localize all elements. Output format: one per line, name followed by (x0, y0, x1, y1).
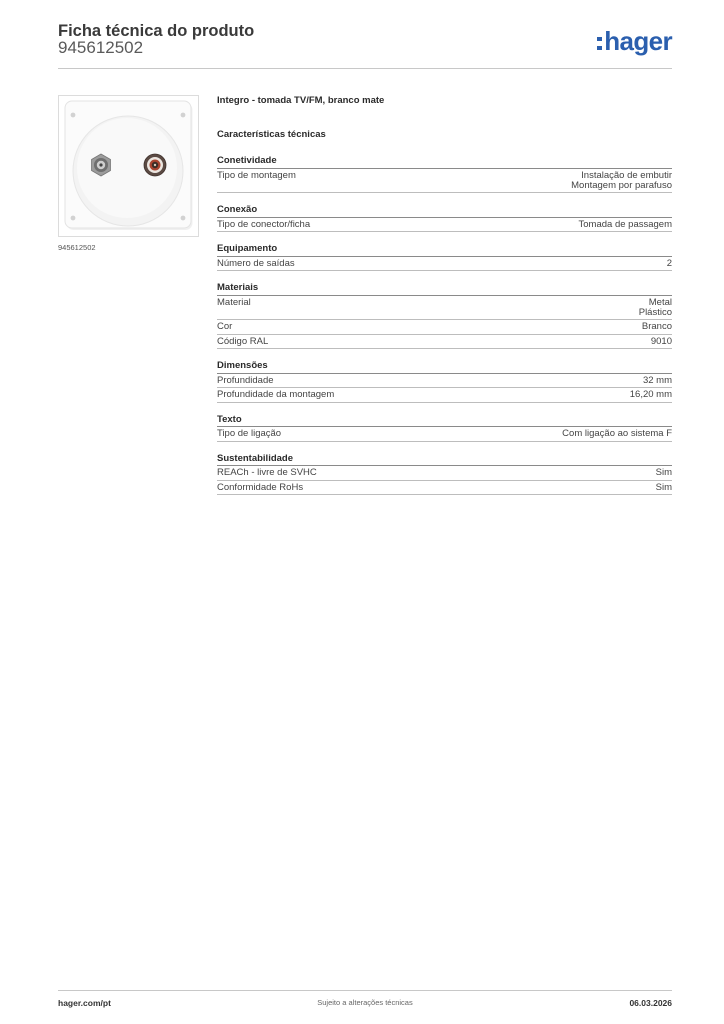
section-title: Texto (217, 415, 672, 428)
spec-label: Tipo de ligação (217, 428, 282, 439)
spec-row (217, 218, 672, 233)
spec-value-line: 2 (666, 257, 672, 269)
spec-value (639, 298, 672, 318)
hager-logo (597, 28, 672, 58)
spec-value (643, 376, 672, 386)
spec-value (579, 220, 672, 230)
product-number: 945612502 (58, 38, 144, 57)
spec-value-line: Metal (648, 296, 672, 308)
section-title: Equipamento (217, 244, 672, 257)
spec-row (217, 296, 672, 321)
spec-row (217, 427, 672, 442)
section-title: Conetividade (217, 156, 672, 169)
section-title: Dimensões (217, 361, 672, 374)
mounting-hole (181, 113, 186, 118)
header-divider (58, 68, 672, 69)
spec-label: Tipo de conector/ficha (217, 218, 311, 230)
spec-value (656, 483, 672, 493)
spec-label: Profundidade (217, 374, 274, 386)
spec-value-line: Com ligação ao sistema F (562, 428, 672, 439)
section-materiais (217, 283, 672, 349)
specifications-panel (217, 95, 672, 495)
section-title: Materiais (217, 283, 672, 296)
spec-label: Material (217, 296, 251, 308)
tv-fm-socket-illustration (59, 96, 198, 236)
image-caption: 945612502 (58, 243, 96, 252)
section-conexao (217, 205, 672, 232)
footer-divider (58, 990, 672, 991)
footer-disclaimer: Sujeito a alterações técnicas (317, 998, 413, 1007)
spec-row (217, 169, 672, 194)
section-sustentabilidade (217, 454, 672, 496)
spec-row (217, 320, 672, 335)
spec-label: Cor (217, 321, 233, 332)
section-equipamento (217, 244, 672, 271)
specs-heading: Características técnicas (217, 129, 326, 140)
spec-row (217, 374, 672, 389)
logo-colon-mark (597, 28, 603, 54)
spec-value-line: Plástico (638, 306, 672, 318)
spec-label: REACh - livre de SVHC (217, 467, 317, 478)
product-image (58, 95, 199, 237)
spec-row (217, 466, 672, 481)
spec-row (217, 481, 672, 496)
spec-value-line: 9010 (650, 335, 672, 347)
spec-value (656, 468, 672, 478)
section-dimensoes (217, 361, 672, 403)
spec-label: Conformidade RoHs (217, 481, 304, 493)
spec-value-line: Tomada de passagem (578, 218, 672, 230)
spec-value-line: Sim (655, 481, 672, 493)
spec-row (217, 388, 672, 403)
spec-value-line: Sim (655, 467, 672, 478)
spec-row (217, 335, 672, 350)
spec-value (571, 171, 672, 191)
spec-value (667, 259, 672, 269)
logo-text: hager (604, 26, 672, 56)
spec-row (217, 257, 672, 272)
f-connector (144, 154, 166, 176)
spec-value (562, 429, 672, 439)
section-title: Conexão (217, 205, 672, 218)
section-texto (217, 415, 672, 442)
footer-date: 06.03.2026 (629, 998, 672, 1008)
mounting-hole (71, 113, 76, 118)
spec-value-line: Instalação de embutir (581, 169, 672, 181)
mounting-hole (181, 216, 186, 221)
spec-label: Código RAL (217, 335, 269, 347)
section-title: Sustentabilidade (217, 454, 672, 467)
spec-value (630, 390, 672, 400)
document-title: Ficha técnica do produto (58, 22, 255, 40)
spec-value-line: 16,20 mm (629, 389, 672, 400)
spec-value-line: 32 mm (642, 374, 672, 386)
spec-value-line: Branco (641, 321, 672, 332)
spec-value (642, 322, 672, 332)
footer-website: hager.com/pt (58, 998, 111, 1008)
spec-value-line: Montagem por parafuso (571, 179, 672, 191)
spec-label: Número de saídas (217, 257, 295, 269)
spec-value (651, 337, 672, 347)
spec-label: Tipo de montagem (217, 169, 296, 181)
spec-label: Profundidade da montagem (217, 389, 335, 400)
product-name: Integro - tomada TV/FM, branco mate (217, 95, 385, 106)
section-conetividade (217, 156, 672, 193)
mounting-hole (71, 216, 76, 221)
